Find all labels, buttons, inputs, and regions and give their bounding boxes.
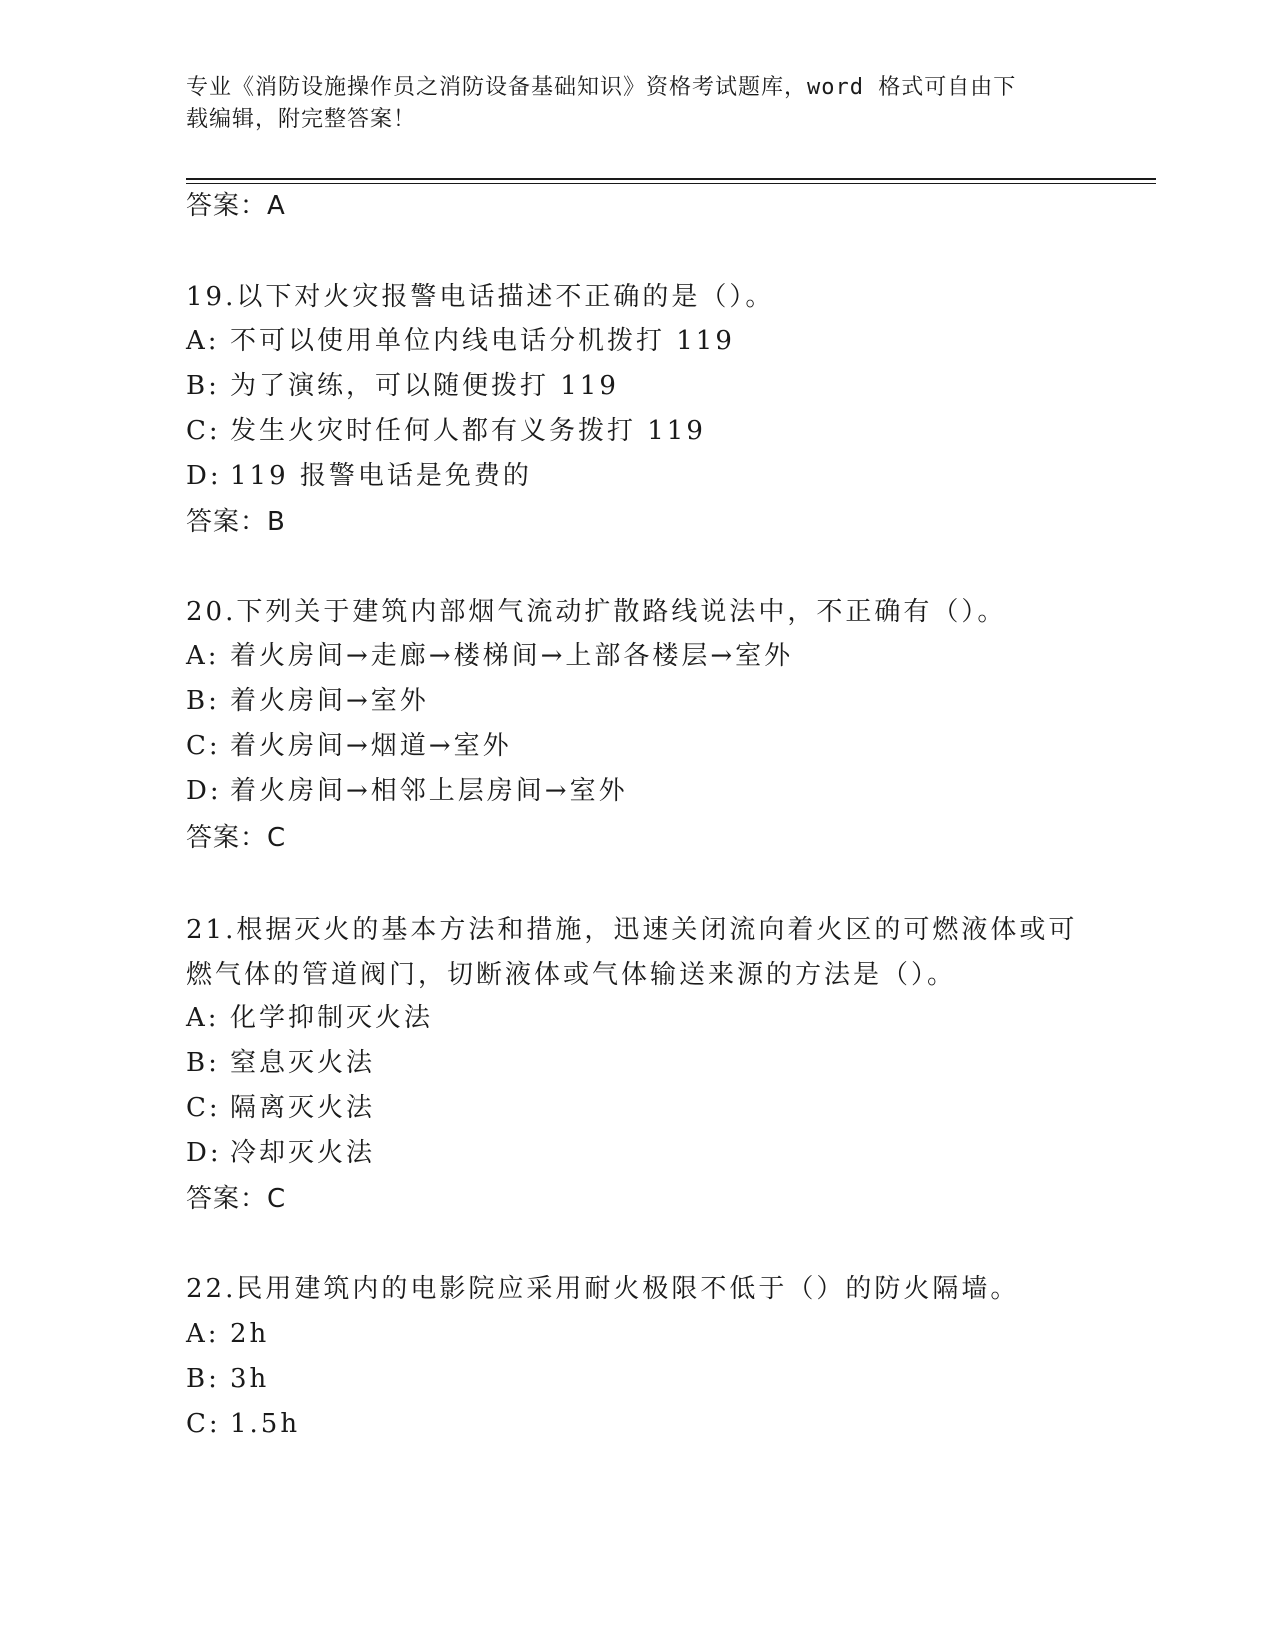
- question-20-stem: 20.下列关于建筑内部烟气流动扩散路线说法中，不正确有（）。: [186, 597, 1007, 627]
- option-letter: D:: [186, 776, 222, 806]
- option-letter: C:: [186, 1409, 221, 1439]
- option-letter: D:: [186, 1138, 222, 1168]
- option-letter: C:: [186, 1093, 221, 1123]
- question-21-option-c: [186, 1092, 375, 1124]
- option-letter: B:: [186, 371, 220, 401]
- header-rule-thick: [186, 178, 1156, 180]
- option-text: 隔离灭火法: [230, 1093, 376, 1123]
- option-text: 化学抑制灭火法: [230, 1003, 434, 1033]
- question-21-option-b: [186, 1047, 375, 1079]
- option-letter: B:: [186, 1364, 220, 1394]
- option-letter: B:: [186, 686, 220, 716]
- option-letter: A:: [186, 1003, 220, 1033]
- document-header: [186, 72, 1086, 136]
- question-19-stem: 19.以下对火灾报警电话描述不正确的是（）。: [186, 282, 775, 312]
- option-letter: C:: [186, 416, 221, 446]
- answer-previous: 答案：A: [186, 191, 286, 221]
- question-19-option-d: [186, 460, 532, 492]
- question-19-option-c: [186, 415, 706, 447]
- header-rule-thin: [186, 183, 1156, 184]
- option-text: 着火房间→走廊→楼梯间→上部各楼层→室外: [230, 641, 794, 671]
- option-text: 不可以使用单位内线电话分机拨打 119: [230, 326, 735, 356]
- question-22-stem: 22.民用建筑内的电影院应采用耐火极限不低于（）的防火隔墙。: [186, 1274, 1020, 1304]
- question-19-option-b: [186, 370, 619, 402]
- question-21-stem: 21.根据灭火的基本方法和措施，迅速关闭流向着火区的可燃液体或可燃气体的管道阀门，切断液体或气体输送来源的方法是（）。: [186, 915, 1078, 990]
- header-line-1: 专业《消防设施操作员之消防设备基础知识》资格考试题库，word 格式可自由下: [186, 75, 1017, 100]
- option-text: 着火房间→室外: [230, 686, 429, 716]
- question-22-option-b: [186, 1363, 269, 1395]
- option-letter: C:: [186, 731, 221, 761]
- question-20-option-c: [186, 730, 512, 762]
- question-22-option-a: [186, 1318, 269, 1350]
- option-text: 1.5h: [230, 1409, 301, 1439]
- question-20-answer: 答案：C: [186, 823, 287, 853]
- option-text: 冷却灭火法: [230, 1138, 376, 1168]
- question-22-option-c: [186, 1408, 300, 1440]
- option-text: 着火房间→相邻上层房间→室外: [230, 776, 628, 806]
- question-19-option-a: [186, 325, 735, 357]
- option-letter: A:: [186, 641, 220, 671]
- option-text: 窒息灭火法: [230, 1048, 376, 1078]
- question-20-option-a: [186, 640, 793, 672]
- option-letter: B:: [186, 1048, 220, 1078]
- question-19-answer: 答案：B: [186, 507, 286, 537]
- option-letter: A:: [186, 1319, 220, 1349]
- option-text: 为了演练，可以随便拨打 119: [230, 371, 619, 401]
- option-text: 着火房间→烟道→室外: [230, 731, 512, 761]
- question-21-option-a: [186, 1002, 433, 1034]
- option-text: 2h: [230, 1319, 270, 1349]
- header-line-2: 载编辑，附完整答案！: [186, 107, 417, 132]
- question-21-option-d: [186, 1137, 375, 1169]
- question-21-answer: 答案：C: [186, 1184, 287, 1214]
- question-20-option-d: [186, 775, 628, 807]
- question-20-option-b: [186, 685, 429, 717]
- option-text: 发生火灾时任何人都有义务拨打 119: [230, 416, 706, 446]
- option-text: 3h: [230, 1364, 270, 1394]
- option-text: 119 报警电话是免费的: [230, 461, 532, 491]
- option-letter: D:: [186, 461, 222, 491]
- option-letter: A:: [186, 326, 220, 356]
